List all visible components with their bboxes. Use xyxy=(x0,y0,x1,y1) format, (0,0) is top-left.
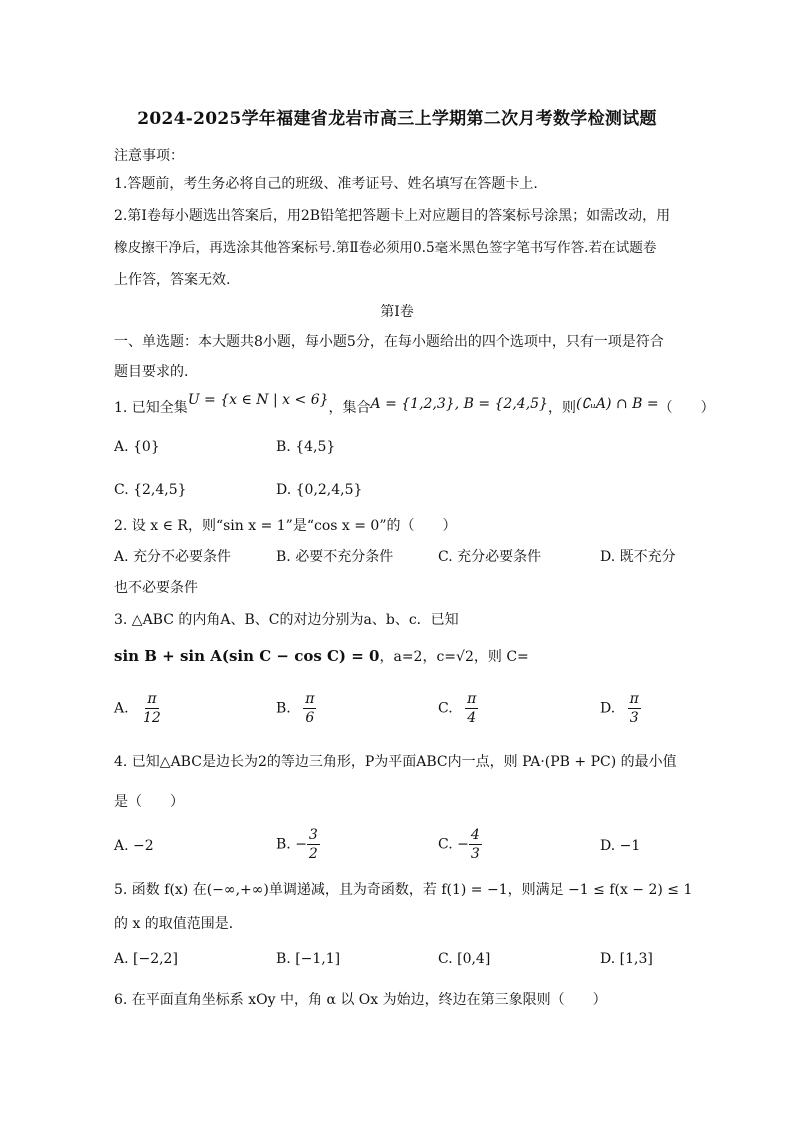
q3-option-c-denominator: 4 xyxy=(467,710,477,726)
q2-option-b: B. 必要不充分条件 xyxy=(276,549,394,565)
q1-option-a: A. {0} xyxy=(114,439,160,455)
q3-option-c-label: C. xyxy=(438,700,453,717)
q3-option-d-numerator: π xyxy=(629,691,639,707)
notice-item-2-line-2: 橡皮擦干净后，再选涂其他答案标号.第Ⅱ卷必须用0.5毫米黑色签字笔书写作答.若在试题卷 xyxy=(114,240,657,256)
q2-option-d: D. 既不充分 xyxy=(600,549,676,565)
q4-option-b xyxy=(276,826,320,863)
q3-formula: sin B + sin A(sin C − cos C) = 0 xyxy=(114,647,380,665)
notice-item-1: 1.答题前，考生务必将自己的班级、准考证号、姓名填写在答题卡上. xyxy=(114,176,538,192)
question-5-stem-line-1: 5. 函数 f(x) 在(−∞,+∞)单调递减，且为奇函数，若 f(1) = −1，则满足 −1 ≤ f(x − 2) ≤ 1 xyxy=(114,882,693,898)
q3-option-d-label: D. xyxy=(600,700,616,717)
q1-sets-ab: A = {1,2,3}, B = {2,4,5} xyxy=(370,396,548,412)
q3-option-c xyxy=(438,690,478,727)
question-4-stem-line-1: 4. 已知△ABC是边长为2的等边三角形，P为平面ABC内一点，则 PA·(PB + PC) 的最小值 xyxy=(114,754,677,770)
question-2-stem: 2. 设 x ∈ R，则“sin x = 1”是“cos x = 0”的（ ） xyxy=(114,518,457,534)
q5-option-d: D. [1,3] xyxy=(600,951,653,967)
q3-option-b-denominator: 6 xyxy=(305,710,315,726)
q5-option-c: C. [0,4] xyxy=(438,951,491,967)
q4-option-d: D. −1 xyxy=(600,838,641,854)
q1-set-u: U = {x ∈ N | x < 6} xyxy=(187,392,329,408)
q4-option-c-numerator: 4 xyxy=(470,827,480,843)
exam-title: 2024-2025学年福建省龙岩市高三上学期第二次月考数学检测试题 xyxy=(137,109,657,129)
q3-option-a-label: A. xyxy=(114,700,129,717)
q1-stem-b: ，集合 xyxy=(328,400,371,416)
section-title: 第Ⅰ卷 xyxy=(380,304,414,320)
q2-option-c: C. 充分必要条件 xyxy=(438,549,542,565)
q3-option-a-numerator: π xyxy=(147,691,157,707)
question-6-stem: 6. 在平面直角坐标系 xOy 中，角 α 以 Ox 为始边，终边在第三象限则（ ） xyxy=(114,992,607,1008)
q1-stem-a: 1. 已知全集 xyxy=(114,400,188,416)
q2-option-d-continued: 也不必要条件 xyxy=(114,580,198,596)
question-5-stem-line-2: 的 x 的取值范围是． xyxy=(114,916,243,932)
q3-option-b-numerator: π xyxy=(305,691,315,707)
q3-option-a xyxy=(114,690,163,727)
q4-option-a: A. −2 xyxy=(114,838,154,854)
q1-paren: （ ） xyxy=(658,400,715,416)
q4-option-b-denominator: 2 xyxy=(308,846,318,862)
q1-expression: (∁ᵤA) ∩ B = xyxy=(575,396,659,412)
q2-option-a: A. 充分不必要条件 xyxy=(114,549,232,565)
q3-option-a-denominator: 12 xyxy=(143,710,161,726)
q3-condition-text: ，a=2，c=√2，则 C= xyxy=(379,649,529,665)
q3-option-b xyxy=(276,690,316,727)
q4-option-c xyxy=(438,826,482,863)
q1-option-c: C. {2,4,5} xyxy=(114,482,187,498)
question-3-stem: 3. △ABC 的内角A、B、C的对边分别为a、b、c．已知 xyxy=(114,612,459,628)
q1-stem-c: ，则 xyxy=(547,400,576,416)
q3-option-d xyxy=(600,690,641,727)
part1-instructions-line-1: 一、单选题：本大题共8小题，每小题5分，在每小题给出的四个选项中，只有一项是符合 xyxy=(114,334,664,350)
notice-heading: 注意事项： xyxy=(114,148,184,164)
question-1-stem xyxy=(114,392,715,418)
question-4-stem-line-2: 是（ ） xyxy=(114,794,184,810)
q4-option-c-label: C. − xyxy=(438,836,469,853)
q3-option-c-numerator: π xyxy=(467,691,477,707)
q5-option-a: A. [−2,2] xyxy=(114,951,178,967)
q5-option-b: B. [−1,1] xyxy=(276,951,341,967)
question-3-condition xyxy=(114,646,684,667)
notice-item-2-line-3: 上作答，答案无效. xyxy=(114,272,231,288)
q1-option-d: D. {0,2,4,5} xyxy=(276,482,363,498)
q1-option-b: B. {4,5} xyxy=(276,439,336,455)
q4-option-c-denominator: 3 xyxy=(470,846,480,862)
part1-instructions-line-2: 题目要求的. xyxy=(114,364,189,380)
q4-option-b-numerator: 3 xyxy=(308,827,318,843)
q3-option-d-denominator: 3 xyxy=(629,710,639,726)
q3-option-b-label: B. xyxy=(276,700,291,717)
notice-item-2-line-1: 2.第Ⅰ卷每小题选出答案后，用2B铅笔把答题卡上对应题目的答案标号涂黑；如需改动，用 xyxy=(114,208,671,224)
q4-option-b-label: B. − xyxy=(276,836,307,853)
